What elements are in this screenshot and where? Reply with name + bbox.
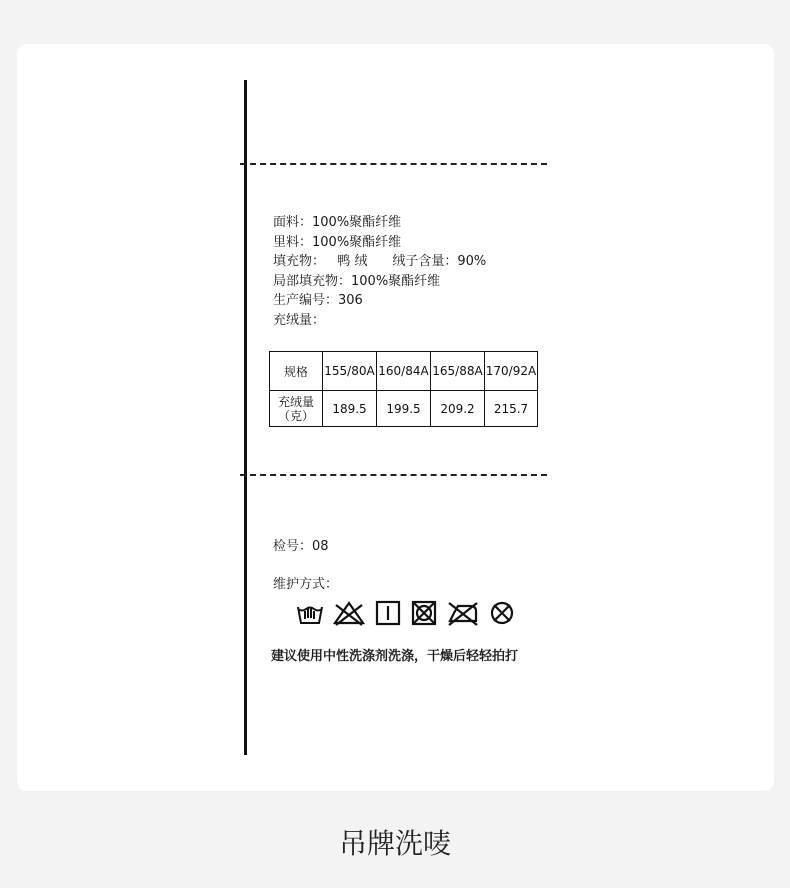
size-cell: 155/80A [323, 352, 377, 391]
no-iron-icon [446, 599, 480, 627]
filling-text: 填充物： 鸭 绒 绒子含量：90% [273, 254, 487, 269]
size-cell: 160/84A [377, 352, 431, 391]
care-symbols [296, 599, 516, 627]
inspection-number: 检号：08 [273, 539, 329, 554]
fill-amount-label: 充绒量： [273, 312, 326, 328]
header-cell: 规格 [270, 352, 323, 391]
no-dry-clean-icon [488, 599, 516, 627]
care-instructions: 建议使用中性洗涤剂洗涤，干燥后轻轻拍打 [271, 649, 519, 664]
lining-text: 里料：100%聚酯纤维 [273, 234, 402, 250]
row-label-line1: 充绒量 [277, 394, 314, 409]
care-title: 维护方式： [273, 577, 339, 592]
partial-filling-text: 局部填充物：100%聚酯纤维 [273, 273, 441, 289]
value-cell: 189.5 [323, 391, 377, 427]
tag-edge-line [244, 80, 247, 755]
table-row [270, 391, 538, 427]
size-table [269, 351, 538, 427]
no-bleach-icon [332, 599, 366, 627]
composition-block [273, 213, 486, 330]
fabric-text: 面料：100%聚酯纤维 [273, 215, 402, 230]
value-cell: 215.7 [485, 391, 538, 427]
row-label-cell [270, 391, 323, 427]
hand-wash-icon [296, 599, 324, 627]
size-cell: 165/88A [431, 352, 485, 391]
bottom-cut-line [240, 474, 547, 476]
no-tumble-dry-icon [410, 599, 438, 627]
size-cell: 170/92A [485, 352, 538, 391]
page-caption: 吊牌洗唛 [338, 827, 451, 860]
value-cell: 199.5 [377, 391, 431, 427]
row-label-line2: （克） [277, 408, 314, 423]
line-dry-icon [374, 599, 402, 627]
top-cut-line [240, 163, 547, 165]
product-code-text: 生产编号：306 [273, 293, 363, 308]
table-row [270, 352, 538, 391]
value-cell: 209.2 [431, 391, 485, 427]
